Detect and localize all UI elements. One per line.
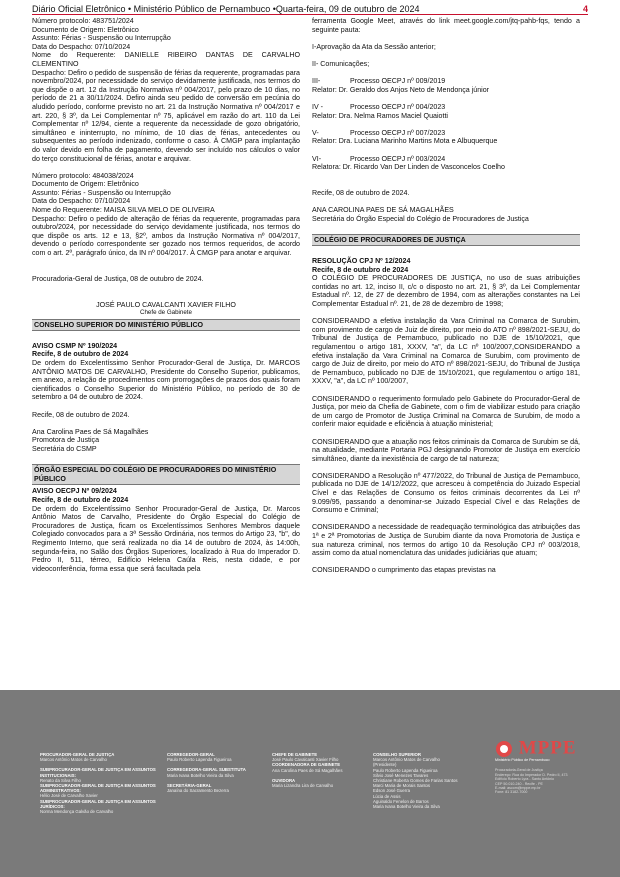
- process-number-label: III-: [312, 77, 321, 86]
- considerando: CONSIDERANDO o requerimento formulado pelo Gabinete do Procurador-Geral de Justiça, por meio da Chefia de Gabinete, com o fim de viabilizar estudo para criação de um cargo de Promotor de Justiça Criminal na Comarca de Surubim, de modo a conferir maior equidade e eficiência à atuação ministerial;: [312, 394, 580, 429]
- footer-heading: SUBPROCURADOR-GERAL DE JUSTIÇA EM ASSUNTOS JURÍDICOS:: [40, 798, 156, 809]
- protocol-block-2: [32, 172, 300, 258]
- section-header: ÓRGÃO ESPECIAL DO COLÉGIO DE PROCURADORES DO MINISTÉRIO PÚBLICO: [32, 464, 300, 485]
- footer-text: Renato da Silva Filho: [40, 777, 81, 783]
- signature-name: ANA CAROLINA PAES DE SÁ MAGALHÃES: [312, 206, 454, 215]
- footer-text: Marcos Antônio Matos de Carvalho: [373, 757, 440, 763]
- footer-heading: OUVIDORA: [272, 777, 296, 783]
- footer-text: Marcos Antônio Matos de Carvalho: [40, 757, 107, 763]
- considerando: CONSIDERANDO a efetiva instalação da Vara Criminal na Comarca de Surubim, com provimento de cargo de Juiz de direito, por meio do ATO nº 898/2021-SEJU, do Tribunal de Justiça de Pernambuco, publicado no DJE de 15/10/2021, que regulamentou o artigo 181, XXXV, "a", da LC nº 100/2007,CONSIDERANDO a efetiva instalação da Vara Criminal na Comarca de Surubim, com provimento de cargo de Juiz de direito, por meio do ATO nº 898/2021-SEJU, do Tribunal de Justiça de Pernambuco, publicado no DJE de 15/10/2021, que regulamentou o artigo 181, XXXV, "a", da LC nº 100/2007,: [312, 317, 580, 386]
- footer-address-line: Procuradoria-Geral de Justiça: [495, 768, 543, 773]
- footer-col-2: [167, 752, 262, 793]
- footer-heading: SUBPROCURADOR-GERAL DE JUSTIÇA EM ASSUNTOS INSTITUCIONAIS:: [40, 767, 156, 778]
- despacho-text: Despacho: Defiro o pedido de suspensão de férias da requerente, programadas para novembro/2024, por necessidade do serviço devidamente justificada, nos termos do que dispõe o art. 12 da Instrução Normativa nº 004/2017, pelo prazo de 10 dias, no período de 21 a 30/11/2024. Defiro ainda seu pedido de conversão em pecúnia do aludido período, conforme previsto no art. 21 da Instrução Normativa nº 004/2017 e art. 220, § 3º, da Lei Complementar nº 75, aplicável em razão do art. 110 da Lei Complementar nº 12/94, ciente a requerente da necessidade de gozo obrigatório, simultâneo e ininterrupto, no mínimo, de 10 dias de férias, antecedentes ou subsequentes ao período indenizado, conforme o caso. À CMGP para implantação do valor devido em folha de pagamento, devendo ser incluído nos cálculos o valor do terço constitucional de férias, anotar e arquivar.: [32, 68, 300, 163]
- process-id: Processo OECPJ nº 007/2023: [350, 128, 446, 137]
- process-relator: Relatora: Dr. Ricardo Van Der Linden de Vasconcelos Coelho: [312, 163, 505, 172]
- footer-heading: CORREGEDOR-GERAL: [167, 752, 215, 757]
- footer-address-line: Fone: 81 3182-7000: [495, 790, 528, 795]
- considerando: CONSIDERANDO o cumprimento das etapas previstas na: [312, 566, 496, 575]
- considerando: CONSIDERANDO a Resolução nº 477/2022, do Tribunal de Justiça de Pernambuco, publicada no DJE de 14/12/2022, que acresceu à competência do Juizado Especial Cível e das Relações de Consumo os feitos criminais decorrentes da Lei nº 9.099/95, passando a denominar-se Juizado Especial Cível e das Relações de Consumo e Criminal;: [312, 471, 580, 515]
- section-header: COLÉGIO DE PROCURADORES DE JUSTIÇA: [312, 234, 580, 247]
- aviso-place-date: Recife, 08 de outubro de 2024.: [32, 410, 130, 419]
- protocol-line: Data do Despacho: 07/10/2024: [32, 42, 131, 51]
- considerando: CONSIDERANDO que a atuação nos feitos criminais da Comarca de Surubim se dá, na atualidade, mediante Portaria PGJ designando Promotor de Justiça em exercício simultâneo, diante da inexistência de cargo de tal natureza;: [312, 437, 580, 463]
- agenda-process: [312, 103, 580, 120]
- protocol-line: Número protocolo: 484038/2024: [32, 171, 134, 180]
- protocol-line: Nome do Requerente: DANIELLE RIBEIRO DANTAS DE CARVALHO CLEMENTINO: [32, 51, 300, 68]
- footer-col-3: [272, 752, 367, 788]
- page-header: [32, 4, 588, 15]
- place-date: Procuradoria-Geral de Justiça, 08 de outubro de 2024.: [32, 274, 204, 283]
- agenda-process: [312, 129, 580, 146]
- footer-text: Maria Ivana Botelho Vieira da Silva: [167, 772, 234, 778]
- despacho-text: Despacho: Defiro o pedido de alteração de férias da requerente, programadas para outubro/2024, por necessidade do serviço devidamente justificada, nos termos do que dispõe os arts. 12 e 13, §2º, ambos da Instrução Normativa nº 004/2017, devendo o período correspondente ser gozado nos termos requeridos, de acordo com o art. 2º, parágrafo único, da IN nº 004/2017. À CMGP para anotar e arquivar.: [32, 214, 300, 258]
- process-id: Processo OECPJ nº 009/2019: [350, 77, 446, 86]
- signature-role: Secretária do Órgão Especial do Colégio de Procuradores de Justiça: [312, 214, 529, 223]
- footer-text: Paulo Roberto Lapenda Figueiroa: [167, 757, 232, 763]
- footer-heading: COORDENADORA DE GABINETE: [272, 762, 341, 768]
- aviso-date: Recife, 8 de outubro de 2024: [32, 495, 129, 504]
- aviso-signature: Secretária do CSMP: [32, 445, 97, 453]
- resolution-intro: O COLÉGIO DE PROCURADORES DE JUSTIÇA, no uso de suas atribuições contidas no art. 12, inciso II, c/c o disposto no art. 21, § 3º, da Lei Complementar Estadual nº. 12, de 27 de dezembro de 1994, com as alterações constantes na Lei Complementar Estadual nº. 21, de 28 de dezembro de 1998;: [312, 274, 580, 308]
- logo-text: MPPE: [518, 737, 577, 759]
- process-relator: Relator: Dra. Luciana Marinho Martins Mota e Albuquerque: [312, 137, 498, 146]
- footer-text: Maria Lizandra Lira de Carvalho: [272, 783, 334, 789]
- footer-text: Ana Carolina Paes de Sá Magalhães: [272, 767, 343, 773]
- logo-tagline: Ministério Público de Pernambuco: [495, 758, 550, 762]
- protocol-line: Nome do Requerente: MAISA SILVA MELO DE OLIVEIRA: [32, 206, 215, 215]
- resolution-date: Recife, 8 de outubro de 2024: [312, 265, 409, 274]
- process-id: Processo OECPJ nº 004/2023: [350, 102, 446, 111]
- footer-text: Christiane Roberta Gomes de Farias Santos: [373, 778, 458, 784]
- process-relator: Relator: Dr. Geraldo dos Anjos Neto de Mendonça júnior: [312, 85, 490, 94]
- footer-text: Paulo Roberto Lapenda Figueiroa: [373, 767, 438, 773]
- protocol-block-1: [32, 17, 300, 163]
- process-number-label: VI-: [312, 154, 322, 163]
- aviso-title: AVISO CSMP Nº 190/2024: [32, 341, 118, 350]
- aviso-signature: Ana Carolina Paes de Sá Magalhães: [32, 427, 149, 436]
- signer-name: JOSÉ PAULO CAVALCANTI XAVIER FILHO: [96, 300, 236, 309]
- aviso-body: De ordem do Excelentíssimo Senhor Procurador-Geral de Justiça, Dr. Marcos Antônio Matos de Carvalho, Presidente do Órgão Especial do Colégio de Procuradores de Justiça, ficam os Excelentíssimos Senhores Membros daquele Colegiado convocados para a 3ª Sessão Ordinária, nos termos do Artigo 23, "b", do Regimento Interno, que será realizada no dia 14 de outubro de 2024, às 14:00h, segunda-feira, no Salão dos Órgãos Superiores, localizado à Rua do Imperador D. Pedro II, 511, térreo, Edifício Helena Caúla Reis, nesta cidade, e por videoconferência, forma essa que será facultada pela: [32, 504, 300, 573]
- footer-text: Maria Ivana Botelho Vieira da Silva: [373, 804, 440, 810]
- footer-col-4: [373, 752, 458, 809]
- footer-address-line: E-mail: ascom@mppe.mp.br: [495, 786, 541, 791]
- mppe-logo: [495, 737, 595, 795]
- footer-heading: CORREGEDORA-GERAL SUBSTITUTA: [167, 767, 246, 773]
- footer-text: Aguinaldo Fenelon de Barros: [373, 798, 429, 804]
- protocol-line: Assunto: Férias - Suspensão ou Interrupção: [32, 34, 171, 43]
- protocol-line: Data do Despacho: 07/10/2024: [32, 197, 131, 206]
- page-footer: [0, 690, 620, 877]
- logo-seal-icon: [495, 740, 513, 758]
- footer-text: (Presidente): [373, 762, 397, 768]
- footer-col-1: [40, 752, 160, 814]
- footer-text: Norma Mendonça Galvão de Carvalho: [40, 809, 114, 815]
- process-number-label: V-: [312, 128, 319, 137]
- section-header: CONSELHO SUPERIOR DO MINISTÉRIO PÚBLICO: [32, 319, 300, 332]
- footer-address-line: Endereço: Rua do Imperador D. Pedro II, 473: [495, 772, 568, 777]
- process-number-label: IV -: [312, 102, 324, 111]
- footer-text: Hélio José de Carvalho Xavier: [40, 793, 98, 799]
- footer-address-line: Edifício Roberto Lyra - Santo Antônio: [495, 777, 554, 782]
- page-number: 4: [582, 4, 588, 14]
- footer-address-line: CEP 50.010-240 - Recife - PE: [495, 781, 543, 786]
- signer-role: Chefe de Gabinete: [140, 309, 192, 317]
- right-column: [312, 17, 580, 575]
- footer-heading: SECRETÁRIA-GERAL: [167, 782, 212, 788]
- protocol-line: Documento de Origem: Eletrônico: [32, 180, 139, 189]
- aviso-signature: Promotora de Justiça: [32, 436, 100, 445]
- footer-text: Silvio José Menezes Tavares: [373, 772, 429, 778]
- protocol-line: Documento de Origem: Eletrônico: [32, 25, 139, 34]
- footer-heading: SUBPROCURADOR-GERAL DE JUSTIÇA EM ASSUNTOS ADMINISTRATIVOS:: [40, 783, 156, 794]
- place-date: Recife, 08 de outubro de 2024.: [312, 188, 410, 197]
- protocol-line: Assunto: Férias - Suspensão ou Interrupção: [32, 188, 171, 197]
- footer-text: Janaína do Sacramento Bezerra: [167, 788, 229, 794]
- footer-text: Marci Maria de Morais Santos: [373, 783, 431, 789]
- process-id: Processo OECPJ nº 003/2024: [350, 154, 446, 163]
- footer-text: Lúcia de Assis: [373, 793, 401, 799]
- agenda-process: [312, 77, 580, 94]
- footer-text: Edson José Guerra: [373, 788, 411, 794]
- aviso-date: Recife, 8 de outubro de 2024: [32, 350, 129, 359]
- aviso-body: De ordem do Excelentíssimo Senhor Procurador-Geral de Justiça, Dr. MARCOS ANTÔNIO MATOS DE CARVALHO, Presidente do Conselho Superior, publicamos, em anexo, a relação de procedimentos com prorrogações de prazos dos quais foram cientificados o Conselho Superior do Ministério Público, no período de 30 de setembro a 04 de outubro de 2024.: [32, 359, 300, 402]
- footer-address: [495, 768, 595, 794]
- process-relator: Relator: Dra. Nelma Ramos Maciel Quaiotti: [312, 111, 449, 120]
- agenda-item: II- Comunicações;: [312, 59, 370, 68]
- footer-heading: CHEFE DE GABINETE: [272, 752, 318, 757]
- logo-mark: [495, 737, 595, 759]
- footer-text: José Paulo Cavalcanti Xavier Filho: [272, 757, 339, 763]
- protocol-line: Número protocolo: 483751/2024: [32, 17, 134, 25]
- footer-heading: PROCURADOR-GERAL DE JUSTIÇA: [40, 752, 115, 757]
- resolution-title: RESOLUÇÃO CPJ Nº 12/2024: [312, 257, 411, 266]
- aviso-title: AVISO OECPJ Nº 09/2024: [32, 487, 117, 496]
- agenda-item: I-Aprovação da Ata da Sessão anterior;: [312, 42, 436, 51]
- header-title: Diário Oficial Eletrônico • Ministério Público de Pernambuco •Quarta-feira, 09 de outubro de 2024: [32, 4, 420, 14]
- agenda-process: [312, 155, 580, 172]
- left-column: [32, 17, 300, 573]
- footer-heading: CONSELHO SUPERIOR: [373, 752, 421, 757]
- considerando: CONSIDERANDO a necessidade de readequação terminológica das atribuições das 1ª e 2ª Promotorias de Justiça de Surubim diante da nova Promotoria de Justiça e sua natureza criminal, nos termos do artigo 10 da Resolução CPJ nº 003/2018, assim como da atual nomenclatura das unidades judiciárias que atuam;: [312, 523, 580, 558]
- continuation-text: ferramenta Google Meet, através do link meet.google.com/jtq-pahb-fqs, tendo a seguinte pauta:: [312, 17, 580, 34]
